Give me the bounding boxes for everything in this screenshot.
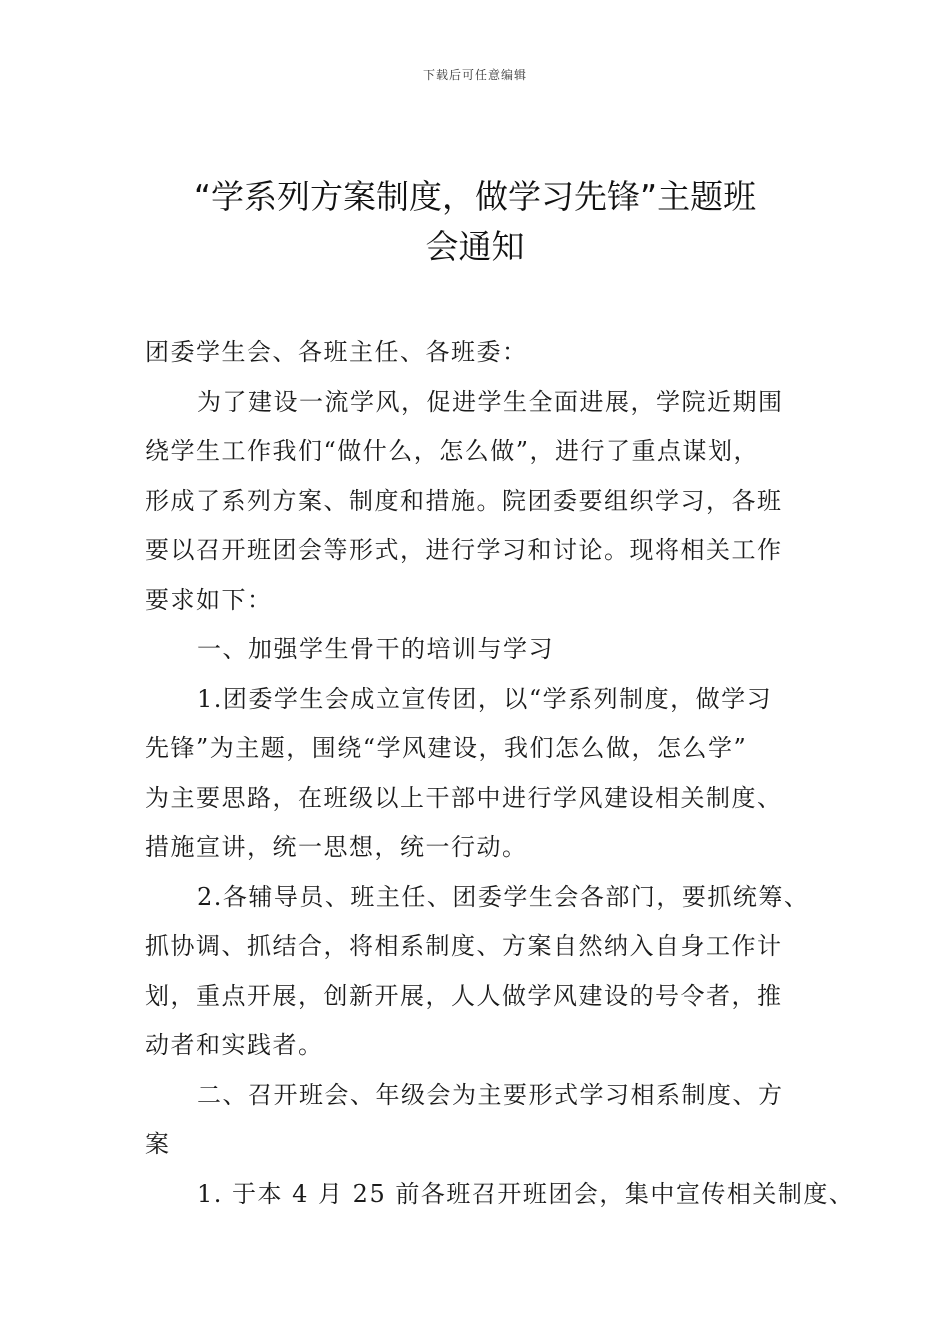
body-line: 2.各辅导员、班主任、团委学生会各部门，要抓统筹、 xyxy=(197,882,810,911)
body-line: 先锋”为主题，围绕“学风建设，我们怎么做，怎么学” xyxy=(145,734,748,762)
body-line: 要以召开班团会等形式，进行学习和讨论。现将相关工作 xyxy=(145,536,783,564)
body-line: 案 xyxy=(145,1130,171,1158)
document-title xyxy=(120,172,830,272)
body-line: 要求如下： xyxy=(145,585,273,614)
body-line: 抓协调、抓结合，将相系制度、方案自然纳入自身工作计 xyxy=(145,932,783,960)
body-line: 措施宣讲，统一思想，统一行动。 xyxy=(145,833,528,861)
body-line: 1.团委学生会成立宣传团，以“学系列制度，做学习 xyxy=(197,684,773,713)
body-line: 为了建设一流学风，促进学生全面进展，学院近期围 xyxy=(197,387,784,416)
document-body xyxy=(145,328,855,1219)
body-line: 绕学生工作我们“做什么，怎么做”，进行了重点谋划， xyxy=(145,437,760,465)
title-line-1: “学系列方案制度，做学习先锋”主题班 xyxy=(193,177,757,216)
section-heading: 二、召开班会、年级会为主要形式学习相系制度、方 xyxy=(197,1080,784,1109)
body-line: 团委学生会、各班主任、各班委： xyxy=(145,338,528,366)
header-note: 下载后可任意编辑 xyxy=(422,68,527,82)
body-line: 形成了系列方案、制度和措施。院团委要组织学习，各班 xyxy=(145,486,783,515)
body-line: 1. 于本 4 月 25 前各班召开班团会，集中宣传相关制度、 xyxy=(197,1179,855,1208)
body-line: 动者和实践者。 xyxy=(145,1031,324,1059)
title-line-2: 会通知 xyxy=(425,227,525,266)
section-heading: 一、加强学生骨干的培训与学习 xyxy=(197,635,554,663)
body-line: 划，重点开展，创新开展，人人做学风建设的号令者，推 xyxy=(145,981,783,1010)
body-line: 为主要思路，在班级以上干部中进行学风建设相关制度、 xyxy=(145,783,783,812)
